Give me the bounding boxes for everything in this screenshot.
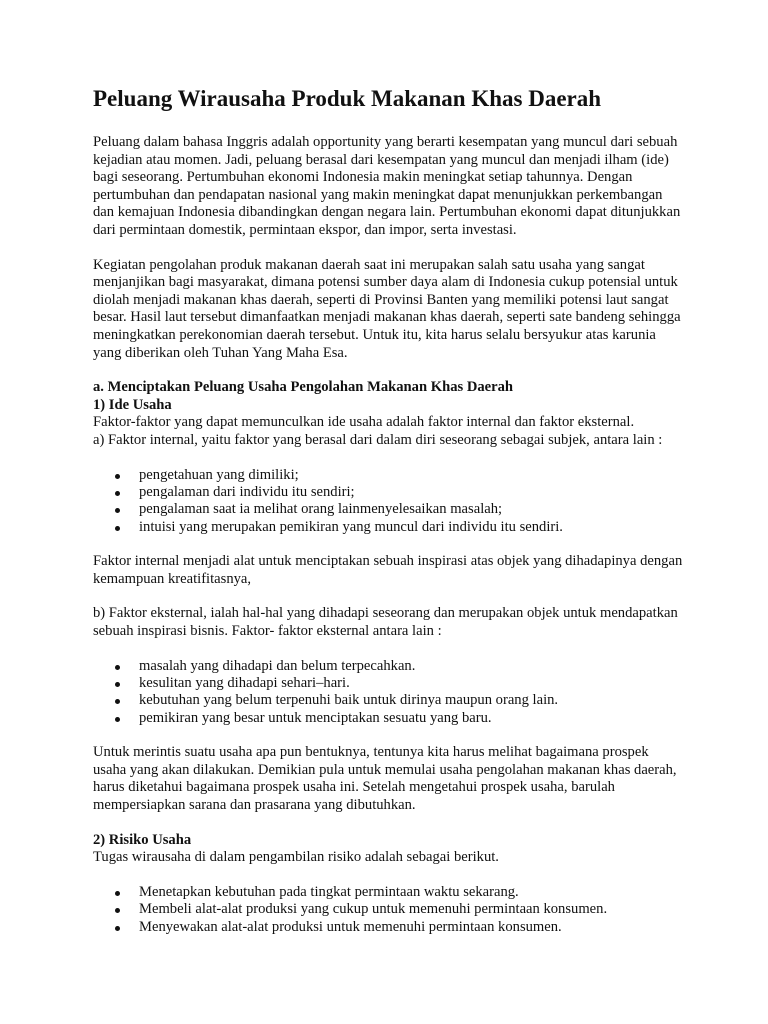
bullet-icon (115, 891, 120, 896)
list-item: masalah yang dihadapi dan belum terpecahkan. (93, 658, 683, 675)
list-item: Menyewakan alat-alat produksi untuk memenuhi permintaan konsumen. (93, 919, 683, 936)
internal-factor-list (93, 467, 683, 537)
list-item: pengalaman dari individu itu sendiri; (93, 484, 683, 501)
prospect-paragraph: Untuk merintis suatu usaha apa pun bentuknya, tentunya kita harus melihat bagaimana prospek usaha yang akan dilakukan. Demikian pula untuk memulai usaha pengolahan makanan khas daerah, harus diketahui bagaimana prospek usaha ini. Setelah mengetahui prospek usaha, barulah mempersiapkan sarana dan prasarana yang dibutuhkan. (93, 744, 677, 813)
bullet-icon (115, 926, 120, 931)
document-title: Peluang Wirausaha Produk Makanan Khas Daerah (93, 86, 602, 111)
idea-subheading: 1) Ide Usaha (93, 396, 172, 413)
list-item: pemikiran yang besar untuk menciptakan sesuatu yang baru. (93, 710, 683, 727)
bullet-icon (115, 908, 120, 913)
bullet-icon (115, 699, 120, 704)
list-item: intuisi yang merupakan pemikiran yang muncul dari individu itu sendiri. (93, 519, 683, 536)
risk-subheading: 2) Risiko Usaha (93, 831, 192, 848)
external-factor-list (93, 658, 683, 728)
list-item: pengetahuan yang dimiliki; (93, 467, 683, 484)
bullet-icon (115, 474, 120, 479)
bullet-icon (115, 665, 120, 670)
risk-task-list (93, 884, 683, 936)
bullet-icon (115, 682, 120, 687)
list-item: kebutuhan yang belum terpenuhi baik untuk dirinya maupun orang lain. (93, 692, 683, 709)
list-item: pengalaman saat ia melihat orang lainmenyelesaikan masalah; (93, 501, 683, 518)
internal-factor-intro: a) Faktor internal, yaitu faktor yang berasal dari dalam diri seseorang sebagai subjek, antara lain : (93, 431, 663, 448)
internal-factor-summary: Faktor internal menjadi alat untuk menciptakan sebuah inspirasi atas objek yang dihadapinya dengan kemampuan kreatifitasnya, (93, 553, 683, 587)
bullet-icon (115, 717, 120, 722)
second-paragraph: Kegiatan pengolahan produk makanan daerah saat ini merupakan salah satu usaha yang sangat menjanjikan bagi masyarakat, dimana potensi sumber daya alam di Indonesia cukup potensial untuk diolah menjadi makanan khas daerah, seperti di Provinsi Banten yang memiliki potensi laut sangat besar. Hasil laut tersebut dimanfaatkan menjadi makanan khas daerah, seperti sate bandeng sehingga meningkatkan perekonomian daerah tersebut. Untuk itu, kita harus selalu bersyukur atas karunia yang diberikan oleh Tuhan Yang Maha Esa. (93, 256, 681, 361)
risk-intro: Tugas wirausaha di dalam pengambilan risiko adalah sebagai berikut. (93, 849, 499, 866)
bullet-icon (115, 508, 120, 513)
bullet-icon (115, 526, 120, 531)
section-a-heading: a. Menciptakan Peluang Usaha Pengolahan Makanan Khas Daerah (93, 379, 514, 396)
list-item: Menetapkan kebutuhan pada tingkat permintaan waktu sekarang. (93, 884, 683, 901)
list-item: kesulitan yang dihadapi sehari–hari. (93, 675, 683, 692)
intro-paragraph: Peluang dalam bahasa Inggris adalah opportunity yang berarti kesempatan yang muncul dari sebuah kejadian atau momen. Jadi, peluang berasal dari kesempatan yang muncul dan menjadi ilham (ide) bagi seseorang. Pertumbuhan ekonomi Indonesia makin meningkat setiap tahunnya. Dengan pertumbuhan dan pendapatan nasional yang makin meningkat dapat menunjukkan perkembangan dan kemajuan Indonesia dibandingkan dengan negara lain. Pertumbuhan ekonomi dapat ditunjukkan dari permintaan domestik, permintaan ekspor, dan impor, serta investasi. (93, 134, 681, 238)
external-factor-intro: b) Faktor eksternal, ialah hal-hal yang dihadapi seseorang dan merupakan objek untuk mendapatkan sebuah inspirasi bisnis. Faktor- faktor eksternal antara lain : (93, 605, 678, 639)
bullet-icon (115, 491, 120, 496)
document-page (93, 84, 683, 953)
idea-intro: Faktor-faktor yang dapat memunculkan ide usaha adalah faktor internal dan faktor eksternal. (93, 414, 635, 431)
list-item: Membeli alat-alat produksi yang cukup untuk memenuhi permintaan konsumen. (93, 901, 683, 918)
